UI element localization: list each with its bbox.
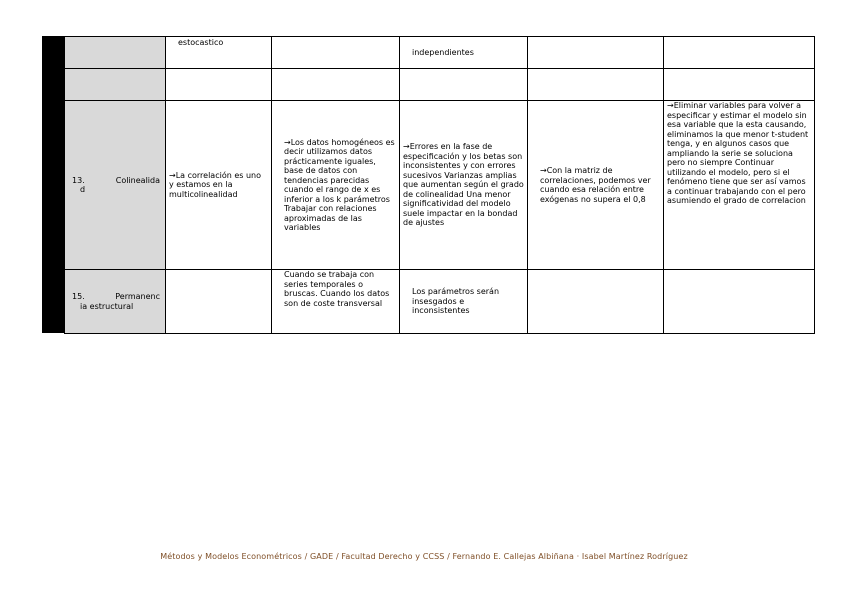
row-title-part2: ia estructural: [80, 301, 134, 311]
table-cell: independientes: [400, 37, 528, 69]
table-cell: [272, 69, 400, 101]
left-margin-bar: [42, 36, 64, 333]
table-cell: →Con la matriz de correlaciones, podemos ver cuando esa relación entre exógenas no supera el 0,8: [528, 101, 664, 270]
table-cell: [664, 69, 815, 101]
table-cell: [166, 69, 272, 101]
row-label-colinealidad: [65, 101, 166, 270]
table-cell: →Eliminar variables para volver a especificar y estimar el modelo sin esa variable que la esta causando, eliminamos la que menor t-student tenga, y en algunos casos que ampliando la serie se soluciona pero no siempre Continuar utilizando el modelo, pero si el fenómeno tiene que ser así vamos a continuar trabajando con el pero asumiendo el grado de correlacion: [664, 101, 815, 270]
table-cell: [664, 270, 815, 334]
table-cell: →Los datos homogéneos es decir utilizamos datos prácticamente iguales, base de datos con tendencias parecidas cuando el rango de x es inferior a los k parámetros Trabajar con relaciones aproximadas de las variables: [272, 101, 400, 270]
table-cell: →La correlación es uno y estamos en la multicolinealidad: [166, 101, 272, 270]
table-cell: [528, 270, 664, 334]
table-cell: [272, 37, 400, 69]
row-label-cell: [65, 69, 166, 101]
row-number: 15.: [72, 292, 85, 301]
row-number: 13.: [72, 175, 85, 185]
row-title-part1: Permanenc: [115, 292, 160, 301]
row-label-cell: [65, 37, 166, 69]
table-cell: [400, 69, 528, 101]
row-label-permanencia: [65, 270, 166, 334]
table-row: [65, 101, 815, 270]
row-title-part1: Colinealida: [115, 175, 160, 185]
econometrics-table: [64, 36, 815, 334]
table-cell: [166, 270, 272, 334]
table-cell: →Errores en la fase de especificación y los betas son inconsistentes y con errores sucesivos Varianzas amplias que aumentan según el grado de colinealidad Una menor significatividad del modelo suele impactar en la bondad de ajustes: [400, 101, 528, 270]
table-cell: [664, 37, 815, 69]
table-cell: [528, 37, 664, 69]
table-cell: Cuando se trabaja con series temporales o bruscas. Cuando los datos son de coste transversal: [272, 270, 400, 334]
table-cell: estocastico: [166, 37, 272, 69]
table-cell: [528, 69, 664, 101]
table-row: [65, 69, 815, 101]
table-cell: Los parámetros serán insesgados e inconsistentes: [400, 270, 528, 334]
page-footer: Métodos y Modelos Econométricos / GADE / Facultad Derecho y CCSS / Fernando E. Callejas Albiñana · Isabel Martínez Rodríguez: [160, 552, 688, 561]
table-row: [65, 37, 815, 69]
table-row: [65, 270, 815, 334]
row-title-part2: d: [80, 185, 86, 194]
